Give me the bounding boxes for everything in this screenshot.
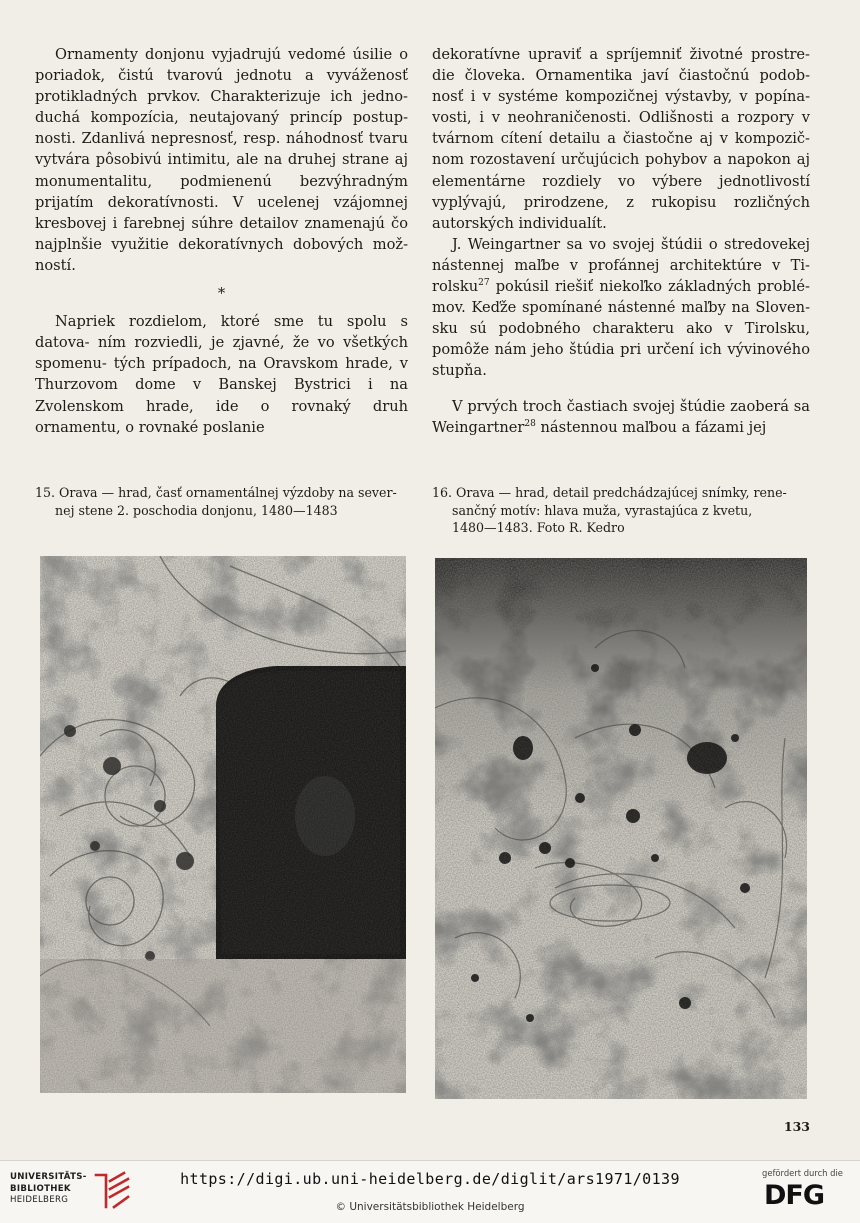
paragraph-differences [35, 311, 408, 438]
text-line [432, 419, 766, 436]
footnote-ref-28[interactable]: 28 [524, 418, 536, 429]
figure-16-photo [435, 558, 807, 1099]
library-name-line: BIBLIOTHEK [10, 1183, 71, 1194]
paragraph-continuation [432, 44, 810, 234]
section-separator: * [217, 285, 226, 303]
page-number: 133 [783, 1119, 810, 1134]
document-url-link[interactable]: https://digi.ub.uni-heidelberg.de/diglit/ars1971/0139 [180, 1170, 680, 1188]
dfg-logo[interactable] [754, 1166, 854, 1218]
caption-line: 15. Orava — hrad, časť ornamentálnej výzdoby na sever- [35, 485, 397, 500]
paragraph-gap [432, 382, 810, 396]
paragraph-weingartner [432, 234, 810, 382]
copyright-notice: © Universitätsbibliothek Heidelberg [335, 1201, 525, 1213]
text-line: kresbovej i farebnej súhre detailov znamenajú čo [35, 214, 408, 232]
text-fragment: nástennou maľbou a fázami jej [535, 418, 767, 436]
text-line: dekoratívne upraviť a spríjemniť životné prostre- [432, 46, 810, 63]
caption-line: 16. Orava — hrad, detail predchádzajúcej snímky, rene- [432, 485, 787, 500]
ornament-wall-photo [40, 556, 406, 1093]
text-line: autorských individualít. [432, 214, 607, 232]
right-text-column [432, 44, 810, 438]
text-line: vytvára pôsobivú intimitu, ale na druhej strane [35, 151, 390, 169]
text-line: najplnšie využitie dekoratívnych dobových mož- [35, 235, 408, 253]
renaissance-motif-photo [435, 558, 807, 1099]
viewer-footer [0, 1160, 860, 1223]
text-line: ide o rovnaký druh ornamentu, o rovnaké poslanie [35, 397, 408, 436]
figure-16-caption [432, 484, 810, 537]
paragraph-first-parts [432, 396, 810, 438]
text-line: protikladných prvkov. Charakterizuje ich jedno- [35, 88, 408, 106]
text-fragment: Weingartner [432, 418, 525, 436]
text-line: J. Weingartner sa vo svojej štúdii o stredovekej [452, 235, 810, 253]
text-line: nosť i v systéme kompozičnej výstavby, v popína- [432, 88, 810, 106]
text-line: ním rozviedli, je zjavné, že vo všetkých spomenu- [35, 334, 408, 373]
paragraph-ornaments [35, 44, 408, 276]
left-text-column [35, 44, 408, 438]
text-line: pomôže nám jeho štúdia pri určení ich vývinového [432, 341, 810, 359]
text-line: mov. Keďže spomínané nástenné maľby na Sloven- [432, 299, 810, 317]
text-fragment: rolsku [432, 278, 479, 296]
text-line: die človeka. Ornamentika javí čiastočnú podob- [432, 67, 810, 85]
caption-line: sančný motív: hlava muža, vyrastajúca z kvetu, [452, 502, 753, 518]
text-line: ností. [35, 256, 76, 274]
funding-note: gefördert durch die [762, 1168, 843, 1178]
caption-line: 1480—1483. Foto R. Kedro [452, 520, 625, 535]
text-line: Napriek rozdielom, ktoré sme tu spolu s datova- [35, 313, 408, 352]
text-line: vosti, i v neohraničenosti. Odlišnosti a rozpory [432, 109, 795, 127]
figure-15-photo [40, 556, 406, 1093]
text-line [432, 278, 810, 295]
text-line: stupňa. [432, 362, 487, 380]
dfg-wordmark: DFG [764, 1180, 825, 1211]
text-line: nom rozostavení určujúcich pohybov a napokon [432, 151, 791, 169]
text-line: vyplývajú, prirodzene, z rukopisu rozličných [432, 193, 810, 211]
library-name-line: HEIDELBERG [10, 1195, 69, 1205]
text-line: v tvárnom cítení detailu a čiastočne aj v kompozič- [432, 109, 810, 148]
text-line: o poriadok, čistú tvarovú jednotu a vyváženosť [35, 46, 409, 85]
text-line: duchá kompozícia, neutajovaný princíp postup- [35, 109, 408, 127]
text-fragment: pokúsil riešiť niekoľko základných problé- [489, 278, 810, 296]
text-line: dome v Banskej Bystrici i na Zvolenskom hrade, [35, 376, 408, 415]
text-line: nástennej maľbe v profánnej architektúre v Ti- [432, 256, 810, 274]
text-line: tých prípadoch, na Oravskom hrade, v Thurzovom [35, 355, 408, 394]
text-line: Ornamenty donjonu vyjadrujú vedomé úsilie [55, 46, 393, 63]
text-line: aj elementárne rozdiely vo výbere jednotlivostí [432, 151, 810, 190]
text-line: nosti. Zdanlivá nepresnosť, resp. náhodnosť tvaru [35, 130, 408, 148]
footnote-ref-27[interactable]: 27 [478, 278, 490, 289]
text-line: prijatím dekoratívnosti. V ucelenej vzájomnej [35, 193, 408, 211]
text-line: aj monumentalitu, podmienenú bezvýhradným [35, 151, 409, 190]
caption-line: nej stene 2. poschodia donjonu, 1480—1483 [55, 502, 338, 518]
text-line: sku sú podobného charakteru ako v Tirolsku, [432, 320, 810, 338]
figure-15-caption [35, 484, 407, 519]
library-name-line: UNIVERSITÄTS- [10, 1172, 87, 1182]
text-line: V prvých troch častiach svojej štúdie zaoberá sa [452, 397, 810, 415]
